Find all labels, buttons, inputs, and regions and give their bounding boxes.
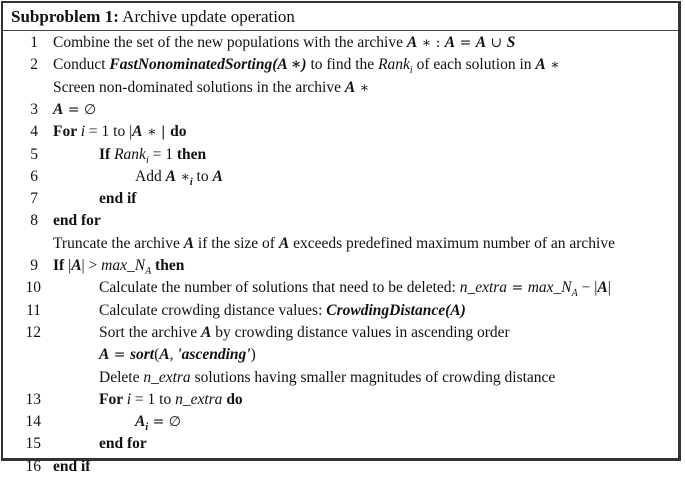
- text-fragment: = 1: [148, 145, 177, 163]
- text-fragment: A: [159, 346, 170, 364]
- text-fragment: i: [409, 65, 413, 77]
- line-number: 14: [25, 413, 41, 431]
- text-fragment: A: [99, 346, 110, 364]
- line-text: [53, 77, 369, 99]
- line-number: 6: [30, 167, 38, 185]
- text-fragment: Calculate the number of solutions that need to be deleted:: [99, 279, 460, 297]
- text-fragment: For: [53, 123, 81, 141]
- text-fragment: A: [212, 167, 223, 185]
- algorithm-title: Archive update operation: [122, 7, 295, 26]
- text-fragment: = ∅: [148, 414, 181, 431]
- line-number: 3: [30, 100, 38, 118]
- text-fragment: | >: [81, 257, 102, 274]
- line-text: [99, 322, 510, 344]
- line-number: 2: [30, 56, 38, 74]
- text-fragment: A: [201, 323, 212, 341]
- text-fragment: A: [475, 34, 487, 51]
- line-text: [135, 166, 223, 194]
- text-fragment: ): [250, 346, 256, 364]
- text-fragment: A: [53, 100, 64, 118]
- line-number: 16: [25, 457, 41, 475]
- text-fragment: sort: [129, 346, 155, 364]
- line-number: 12: [25, 323, 41, 341]
- text-fragment: ∗ |: [142, 124, 171, 141]
- text-fragment: Sort the archive: [99, 323, 202, 341]
- text-fragment: to: [192, 167, 213, 185]
- text-fragment: then: [176, 145, 207, 163]
- text-fragment: Conduct: [53, 56, 110, 74]
- text-fragment: =: [455, 35, 476, 51]
- text-fragment: ∪: [486, 35, 507, 51]
- text-fragment: A: [535, 56, 546, 74]
- text-fragment: i: [80, 123, 86, 141]
- text-fragment: A: [135, 413, 146, 431]
- text-fragment: A: [71, 257, 82, 274]
- text-fragment: max_N: [527, 279, 572, 297]
- text-fragment: exceeds predefined maximum number of an archive: [289, 234, 615, 252]
- line-text: [99, 344, 256, 366]
- text-fragment: A: [597, 279, 608, 297]
- line-number: 15: [25, 435, 41, 453]
- text-fragment: |: [68, 257, 72, 274]
- line-text: [99, 188, 136, 210]
- line-number: 7: [30, 190, 38, 208]
- text-fragment: A: [132, 123, 143, 141]
- line-text: [53, 99, 96, 121]
- text-fragment: (: [154, 346, 160, 364]
- text-fragment: Add: [135, 167, 166, 185]
- algorithm-header: [3, 3, 678, 31]
- text-fragment: ,: [169, 346, 178, 364]
- text-fragment: Delete: [99, 368, 144, 386]
- line-number: 1: [30, 34, 38, 51]
- text-fragment: A: [165, 167, 176, 185]
- text-fragment: − |: [577, 279, 598, 297]
- line-number: 11: [26, 301, 41, 319]
- text-fragment: ∗ :: [417, 35, 445, 51]
- text-fragment: = 1 to: [131, 390, 176, 408]
- text-fragment: i: [189, 176, 193, 188]
- text-fragment: A: [571, 288, 578, 300]
- text-fragment: If: [99, 145, 115, 163]
- text-fragment: i: [145, 154, 149, 166]
- text-fragment: If: [53, 257, 69, 274]
- line-number: 13: [25, 390, 41, 408]
- text-fragment: if the size of: [194, 234, 279, 252]
- line-number: 10: [25, 279, 41, 297]
- line-number: 5: [30, 145, 38, 163]
- text-fragment: end for: [53, 212, 101, 230]
- text-fragment: solutions having smaller magnitudes of crowding distance: [190, 368, 556, 386]
- text-fragment: by crowding distance values in ascending order: [211, 323, 510, 341]
- text-fragment: FastNonominatedSorting(A ∗): [109, 56, 307, 74]
- text-fragment: For: [99, 390, 127, 408]
- text-fragment: A: [278, 234, 290, 252]
- text-fragment: A: [145, 266, 152, 278]
- text-fragment: Truncate the archive: [53, 234, 184, 252]
- text-fragment: =: [109, 347, 130, 364]
- line-text: [53, 121, 186, 143]
- text-fragment: end for: [99, 435, 147, 453]
- line-number: 4: [30, 123, 38, 141]
- text-fragment: |: [607, 279, 611, 297]
- text-fragment: = 1 to |: [85, 123, 133, 141]
- line-text: [99, 367, 555, 389]
- line-text: [53, 456, 90, 478]
- text-fragment: ∗: [545, 57, 560, 74]
- line-text: [53, 210, 101, 232]
- text-fragment: of each solution in: [412, 56, 536, 74]
- text-fragment: A: [444, 34, 456, 51]
- text-fragment: A: [344, 78, 356, 96]
- text-fragment: max_N: [101, 257, 146, 274]
- text-fragment: Combine the set of the new populations with the archive: [53, 34, 407, 51]
- algorithm-box: [1, 1, 681, 475]
- text-fragment: then: [151, 257, 185, 274]
- text-fragment: S: [506, 34, 516, 51]
- text-fragment: CrowdingDistance(A): [326, 301, 466, 319]
- text-fragment: Rank: [114, 145, 146, 163]
- text-fragment: i: [145, 422, 149, 434]
- line-text: [99, 300, 466, 322]
- line-text: [53, 233, 615, 255]
- text-fragment: n_extra: [175, 390, 223, 408]
- text-fragment: 'ascending': [177, 346, 251, 364]
- text-fragment: A: [183, 234, 195, 252]
- line-text: [53, 32, 515, 54]
- text-fragment: to find the: [306, 56, 379, 74]
- text-fragment: end if: [53, 457, 91, 475]
- line-number: 9: [30, 257, 38, 274]
- text-fragment: ∗: [175, 168, 190, 185]
- text-fragment: =: [507, 280, 528, 297]
- line-text: [99, 433, 147, 455]
- algorithm-label: Subproblem 1:: [11, 7, 119, 26]
- text-fragment: Rank: [378, 56, 410, 74]
- text-fragment: i: [126, 390, 132, 408]
- text-fragment: n_extra: [143, 368, 191, 386]
- text-fragment: Calculate crowding distance values:: [99, 301, 327, 319]
- line-number: 8: [30, 212, 38, 230]
- text-fragment: ∗: [355, 79, 370, 96]
- line-text: [99, 389, 243, 411]
- text-fragment: Screen non-dominated solutions in the archive: [53, 78, 345, 96]
- text-fragment: do: [170, 123, 187, 141]
- text-fragment: n_extra: [459, 279, 508, 297]
- text-fragment: do: [222, 390, 243, 408]
- text-fragment: A: [406, 34, 418, 51]
- text-fragment: end if: [99, 190, 137, 208]
- text-fragment: = ∅: [63, 101, 97, 118]
